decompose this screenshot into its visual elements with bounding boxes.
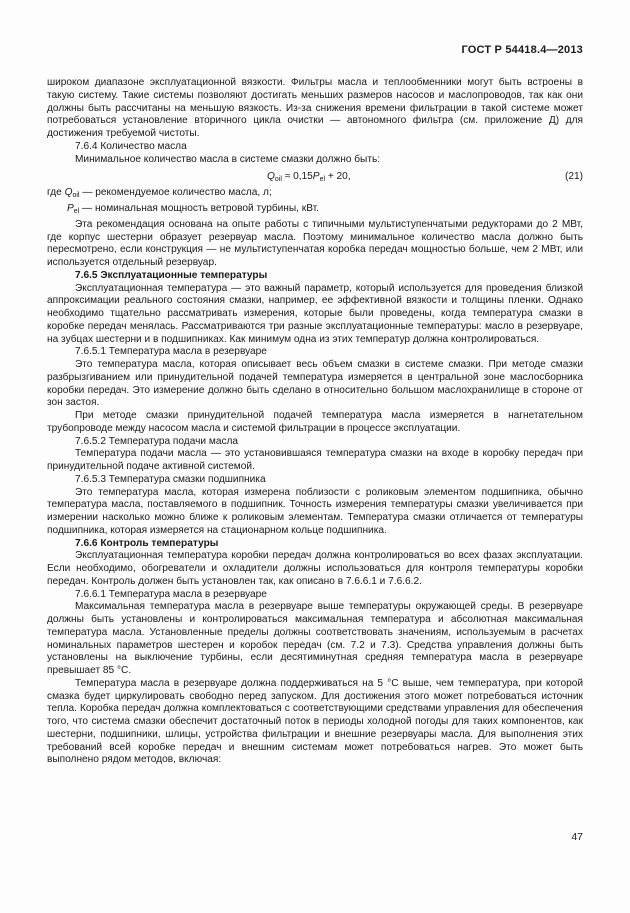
subsection-heading-7-6-5-1: 7.6.5.1 Температура масла в резервуаре — [75, 346, 267, 358]
paragraph-max-temperature: Максимальная температура масла в резервуаре выше температуры окружающей среды. В резервуаре должны быть установлены и контролироваться максимальная температура и абсолютная максимальная температура масла. Установленные пределы должны соответствовать значениям, используемым в расчетах номинальных параметров шестерен и коробок передач (см. 7.2 и 7.3). Средства управления должны быть установлены на выключение турбины, если десятиминутная средняя температура масла в резервуаре превышает 85 °С. — [47, 601, 583, 676]
definition-p-subscript: el — [73, 208, 80, 215]
definition-q-text: — рекомендуемое количество масла, л; — [79, 187, 272, 199]
section-heading-7-6-5: 7.6.5 Эксплуатационные температуры — [75, 269, 268, 281]
formula-tail: + 20, — [325, 171, 351, 183]
definition-q-subscript: oil — [72, 192, 80, 200]
subsection-heading-7-6-5-2: 7.6.5.2 Температура подачи масла — [75, 435, 239, 447]
document-header-id: ГОСТ Р 54418.4—2013 — [461, 44, 583, 56]
subsection-heading-7-6-5-3: 7.6.5.3 Температура смазки подшипника — [75, 473, 266, 485]
formula-definitions — [47, 187, 583, 219]
paragraph-min-temperature: Температура масла в резервуаре должна поддерживаться на 5 °С выше, чем температура, при которой смазка будет циркулировать свободно перед запуском. Для достижения этого может потребоваться источник тепла. Коробка передач должна комплектоваться с соответствующими средствами управления для обеспечения того, что система смазки обеспечит достаточный поток в периоды холодной погоды для таких компонентов, как шестерни, подшипники, шлицы, устройства фильтрации и внешние резервуары масла. Для выполнения этих требований всей коробке передач и внешним системам может потребоваться нагрев. Это может быть выполнено рядом методов, включая: — [47, 677, 583, 766]
subsection-heading-7-6-6-1: 7.6.6.1 Температура масла в резервуаре — [75, 588, 267, 600]
paragraph-temperature-control: Эксплуатационная температура коробки передач должна контролироваться во всех фазах эксплуатации. Если необходимо, обогреватели и охладители должны использоваться для контроля температуры коробки передач. Контроль должен быть установлен так, как описано в 7.6.6.1 и 7.6.6.2. — [47, 550, 583, 587]
section-heading-7-6-6: 7.6.6 Контроль температуры — [75, 537, 219, 549]
formula-relation: ≈ 0,15 — [281, 171, 313, 183]
definition-where: где — [47, 187, 65, 199]
paragraph-sump-temperature: Это температура масла, которая описывает весь объем смазки в системе смазки. При методе смазки разбрызгиванием или принудительной подачей температура измеряется в центральной зоне маслосборника коробки передач. Это измерение должно быть сделано в относительно большом маслохранилище в стороне от зон застоя. — [47, 359, 583, 409]
formula-q-subscript: oil — [274, 176, 282, 184]
formula-expression — [267, 171, 351, 187]
formula-p-symbol: P — [312, 171, 320, 183]
paragraph-recommendation: Эта рекомендация основана на опыте работы с типичными мультиступенчатыми редукторами до 2 МВт, где корпус шестерни образует резервуар масла. Поэтому минимальное количество масла должно быть пересмотрено, если конструкция — не мультиступенчатая коробка передач мощностью больше, чем 2 МВт, или используется отдельный резервуар. — [47, 218, 583, 268]
definition-p-symbol: P — [67, 203, 74, 214]
paragraph-continuation: широком диапазоне эксплуатационной вязкости. Фильтры масла и теплообменники могут быть встроены в такую систему. Такие системы позволяют достигать меньших размеров насосов и маслопроводов, так как они должны быть рассчитаны на меньшую вязкость. Из-за снижения времени фильтрации в такой системе может потребоваться установление вторичного цикла очистки — автономного фильтра (см. приложение Д) для достижения требуемой чистоты. — [47, 77, 583, 139]
formula-q-symbol: Q — [267, 171, 275, 183]
formula-p-subscript: el — [319, 176, 326, 184]
paragraph-min-oil: Минимальное количество масла в системе смазки должно быть: — [75, 153, 381, 165]
formula-21 — [47, 169, 583, 185]
definition-q-symbol: Q — [64, 187, 73, 199]
definition-p-text: — номинальная мощность ветровой турбины, кВт. — [79, 203, 319, 214]
paragraph-supply-temperature: Температура подачи масла — это установившаяся температура смазки на входе в коробку передач при принудительной подаче активной системой. — [47, 448, 583, 472]
definition-q — [47, 187, 583, 203]
definition-p — [47, 203, 583, 219]
formula-number: (21) — [564, 171, 583, 183]
paragraph-forced-lubrication: При методе смазки принудительной подачей температура масла измеряется в нагнетательном трубопроводе между насосом масла и системой фильтрации в процессе эксплуатации. — [47, 410, 583, 434]
paragraph-bearing-temperature: Это температура масла, которая измерена поблизости с роликовым элементом подшипника, обычно температура масла, поставляемого в подшипник. Точность измерения температуры смазки увеличивается при измерении насколько можно ближе к роликовым элементам. Температура смазки отличается от температуры подшипника, которая измеряется на стационарном кольце подшипника. — [47, 486, 583, 536]
paragraph-operating-temperature: Эксплуатационная температура — это важный параметр, который используется для проведения близкой аппроксимации реального состояния смазки, например, ее эффективной вязкости и толщины пленки. Однако необходимо тщательно рассматривать измерения, которые были проведены, когда температура смазки в коробке передач менялась. Рассматриваются три разные эксплуатационные температуры: масло в резервуаре, на зубцах шестерни и в подшипниках. Как минимум одна из этих температур должна контролироваться. — [47, 282, 583, 345]
document-body — [47, 77, 583, 767]
page-number: 47 — [571, 831, 583, 843]
subsection-heading-7-6-4: 7.6.4 Количество масла — [75, 140, 187, 152]
